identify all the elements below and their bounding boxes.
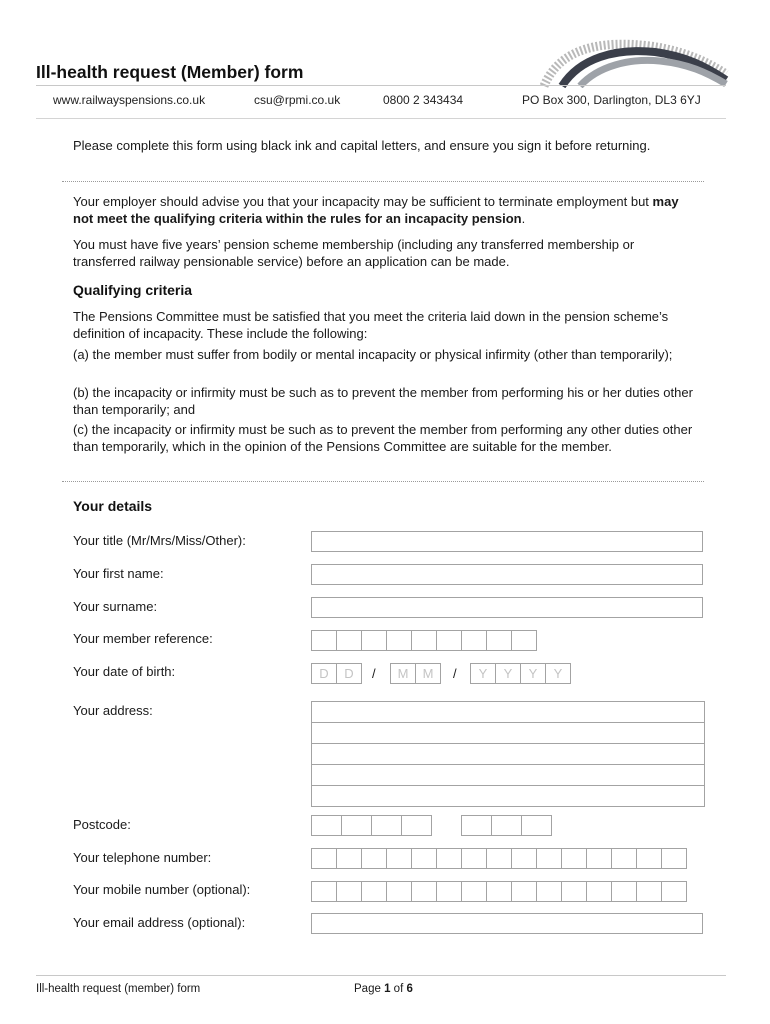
criteria-c: (c) the incapacity or infirmity must be such as to prevent the member from performing any other duties other than temporarily, which in the opinion of the Pensions Committee are suitable for the member.	[73, 422, 693, 454]
mobile-cell[interactable]	[311, 881, 337, 902]
postcode-cell[interactable]	[491, 815, 522, 836]
mobile-label: Your mobile number (optional):	[73, 882, 251, 897]
criteria-heading: Qualifying criteria	[73, 282, 193, 298]
address-input[interactable]	[311, 701, 705, 807]
telephone-cell[interactable]	[361, 848, 387, 869]
postcode-label: Postcode:	[73, 817, 131, 832]
telephone-cell[interactable]	[536, 848, 562, 869]
dob-year-cell[interactable]: Y	[495, 663, 521, 684]
header-divider	[36, 85, 726, 86]
mobile-cell[interactable]	[536, 881, 562, 902]
address-line[interactable]	[312, 786, 704, 806]
dob-day-cell[interactable]: D	[311, 663, 337, 684]
dob-label: Your date of birth:	[73, 664, 176, 679]
telephone-cell[interactable]	[486, 848, 512, 869]
address-line[interactable]	[312, 744, 704, 765]
postcode-outward-input[interactable]	[311, 815, 431, 836]
website-link[interactable]: www.railwayspensions.co.uk	[53, 93, 206, 107]
member-ref-cell[interactable]	[361, 630, 387, 651]
dob-year-cell[interactable]: Y	[520, 663, 546, 684]
mobile-cell[interactable]	[461, 881, 487, 902]
title-input[interactable]	[311, 531, 703, 552]
criteria-a: (a) the member must suffer from bodily or mental incapacity or physical infirmity (other than temporarily);	[73, 347, 673, 362]
telephone-cell[interactable]	[461, 848, 487, 869]
mobile-cell[interactable]	[636, 881, 662, 902]
mobile-cell[interactable]	[511, 881, 537, 902]
mobile-cell[interactable]	[561, 881, 587, 902]
telephone-cell[interactable]	[661, 848, 687, 869]
postcode-cell[interactable]	[461, 815, 492, 836]
dotted-divider	[62, 481, 704, 482]
mobile-cell[interactable]	[436, 881, 462, 902]
telephone-cell[interactable]	[561, 848, 587, 869]
header-divider-bottom	[36, 118, 726, 119]
mobile-input[interactable]	[311, 881, 686, 902]
member-ref-cell[interactable]	[311, 630, 337, 651]
dob-month-cell[interactable]: M	[390, 663, 416, 684]
address-label: Your address:	[73, 703, 153, 718]
employer-notice: Your employer should advise you that your incapacity may be sufficient to terminate employment but may not meet the qualifying criteria within the rules for an incapacity pension.	[73, 194, 679, 226]
member-ref-input[interactable]	[311, 630, 536, 651]
telephone-cell[interactable]	[611, 848, 637, 869]
address-line[interactable]	[312, 702, 704, 723]
dob-year-cell[interactable]: Y	[545, 663, 571, 684]
first-name-label: Your first name:	[73, 566, 164, 581]
address-line[interactable]	[312, 765, 704, 786]
postcode-inward-input[interactable]	[461, 815, 551, 836]
address-line[interactable]	[312, 723, 704, 744]
dob-day-input[interactable]	[311, 663, 361, 684]
telephone-cell[interactable]	[386, 848, 412, 869]
postcode-cell[interactable]	[371, 815, 402, 836]
telephone-cell[interactable]	[636, 848, 662, 869]
telephone-cell[interactable]	[436, 848, 462, 869]
dob-year-cell[interactable]: Y	[470, 663, 496, 684]
telephone-cell[interactable]	[586, 848, 612, 869]
telephone-cell[interactable]	[511, 848, 537, 869]
member-ref-cell[interactable]	[411, 630, 437, 651]
criteria-b: (b) the incapacity or infirmity must be such as to prevent the member from performing his or her duties other than temporarily; and	[73, 385, 693, 417]
postal-address: PO Box 300, Darlington, DL3 6YJ	[522, 93, 701, 107]
postcode-cell[interactable]	[521, 815, 552, 836]
mobile-cell[interactable]	[611, 881, 637, 902]
mobile-cell[interactable]	[336, 881, 362, 902]
postcode-cell[interactable]	[341, 815, 372, 836]
membership-requirement: You must have five years’ pension scheme membership (including any transferred membership or transferred railway pensionable service) before an application can be made.	[73, 237, 635, 269]
member-ref-label: Your member reference:	[73, 631, 213, 646]
surname-input[interactable]	[311, 597, 703, 618]
member-ref-cell[interactable]	[436, 630, 462, 651]
instructions-text: Please complete this form using black ink and capital letters, and ensure you sign it before returning.	[73, 138, 651, 153]
mobile-cell[interactable]	[486, 881, 512, 902]
dotted-divider	[62, 181, 704, 182]
mobile-cell[interactable]	[386, 881, 412, 902]
email-input[interactable]	[311, 913, 703, 934]
details-heading: Your details	[73, 498, 153, 514]
first-name-input[interactable]	[311, 564, 703, 585]
mobile-cell[interactable]	[586, 881, 612, 902]
telephone-input[interactable]	[311, 848, 686, 869]
member-ref-cell[interactable]	[511, 630, 537, 651]
postcode-cell[interactable]	[401, 815, 432, 836]
footer-form-name: Ill-health request (member) form	[36, 983, 201, 995]
footer-divider	[36, 975, 726, 976]
member-ref-cell[interactable]	[486, 630, 512, 651]
dob-month-cell[interactable]: M	[415, 663, 441, 684]
email-link[interactable]: csu@rpmi.co.uk	[254, 93, 341, 107]
telephone-label: Your telephone number:	[73, 850, 212, 865]
title-label: Your title (Mr/Mrs/Miss/Other):	[73, 533, 246, 548]
criteria-intro: The Pensions Committee must be satisfied that you meet the criteria laid down in the pension scheme’s definition of incapacity. These include the following:	[73, 309, 669, 341]
mobile-cell[interactable]	[411, 881, 437, 902]
postcode-cell[interactable]	[311, 815, 342, 836]
mobile-cell[interactable]	[361, 881, 387, 902]
dob-year-input[interactable]	[470, 663, 570, 684]
dob-month-input[interactable]	[390, 663, 440, 684]
member-ref-cell[interactable]	[386, 630, 412, 651]
telephone-cell[interactable]	[411, 848, 437, 869]
member-ref-cell[interactable]	[461, 630, 487, 651]
mobile-cell[interactable]	[661, 881, 687, 902]
dob-separator: /	[453, 666, 457, 681]
phone-number: 0800 2 343434	[383, 93, 464, 107]
telephone-cell[interactable]	[336, 848, 362, 869]
form-title: Ill-health request (Member) form	[36, 62, 304, 82]
dob-separator: /	[372, 666, 376, 681]
page-indicator: Page 1 of 6	[354, 983, 413, 995]
surname-label: Your surname:	[73, 599, 158, 614]
dob-day-cell[interactable]: D	[336, 663, 362, 684]
telephone-cell[interactable]	[311, 848, 337, 869]
email-label: Your email address (optional):	[73, 915, 246, 930]
member-ref-cell[interactable]	[336, 630, 362, 651]
